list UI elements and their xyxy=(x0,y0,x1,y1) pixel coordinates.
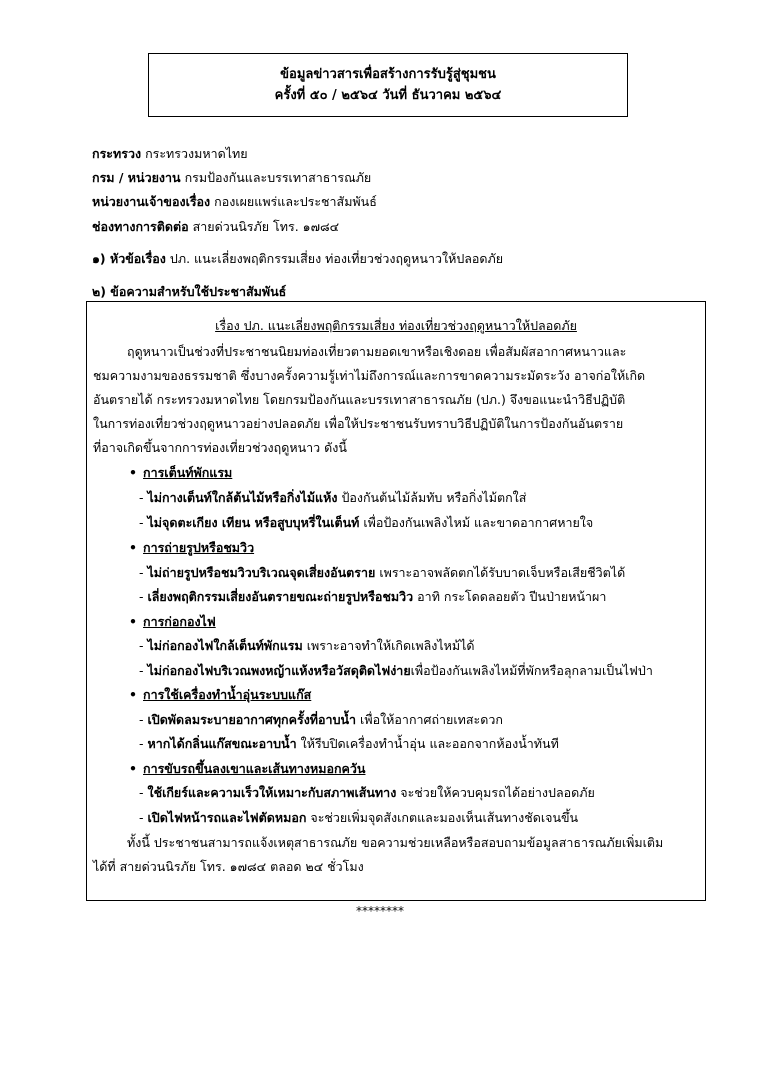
list-item: - ไม่จุดตะเกียง เทียน หรือสูบบุหรี่ในเต็นท์ เพื่อป้องกันเพลิงไหม้ และขาดอากาศหายใจ xyxy=(139,515,594,530)
item-emphasis: เปิดไฟหน้ารถและไฟตัดหมอก xyxy=(147,810,307,825)
contact-label: ช่องทางการติดต่อ xyxy=(92,219,189,234)
item-emphasis: เปิดพัดลมระบายอากาศทุกครั้งที่อาบน้ำ xyxy=(147,712,357,727)
item-detail: จะช่วยให้ควบคุมรถได้อย่างปลอดภัย xyxy=(396,785,595,800)
item-emphasis: หากได้กลิ่นแก๊สขณะอาบน้ำ xyxy=(147,736,297,751)
bullet-icon: • xyxy=(129,687,137,702)
list-item: - ไม่กางเต็นท์ใกล้ต้นไม้หรือกิ่งไม้แห้ง ป้องกันต้นไม้ล้มทับ หรือกิ่งไม้ตกใส่ xyxy=(139,490,527,505)
list-item: - เปิดพัดลมระบายอากาศทุกครั้งที่อาบน้ำ เพื่อให้อากาศถ่ายเทสะดวก xyxy=(139,712,503,727)
contact-line xyxy=(92,217,339,237)
item-detail: เพื่อให้อากาศถ่ายเทสะดวก xyxy=(356,712,503,727)
list-item: - เลี่ยงพฤติกรรมเสี่ยงอันตรายขณะถ่ายรูปหรือชมวิว อาทิ กระโดดลอยตัว ปีนป่ายหน้าผา xyxy=(139,589,607,604)
section-heading-photo xyxy=(129,538,254,558)
item-emphasis: ไม่กางเต็นท์ใกล้ต้นไม้หรือกิ่งไม้แห้ง xyxy=(147,490,338,505)
owner-value: กองเผยแพร่และประชาสัมพันธ์ xyxy=(214,194,377,209)
bullet-icon: • xyxy=(129,761,137,776)
message-heading xyxy=(92,282,286,302)
list-item: - ไม่ก่อกองไฟบริเวณพงหญ้าแห้งหรือวัสดุติดไฟง่ายเพื่อป้องกันเพลิงไหม้ที่พักหรือลุกลามเป็นไฟป่า xyxy=(139,663,653,678)
item-detail: อาทิ กระโดดลอยตัว ปีนป่ายหน้าผา xyxy=(413,589,607,604)
section-heading-text: การขับรถขึ้นลงเขาและเส้นทางหมอกควัน xyxy=(143,761,366,776)
section-heading-text: การถ่ายรูปหรือชมวิว xyxy=(143,540,255,555)
end-of-document-mark: ******** xyxy=(356,904,404,918)
topic-label: ๑) หัวข้อเรื่อง xyxy=(92,251,166,266)
section-heading-text: การใช้เครื่องทำน้ำอุ่นระบบแก๊ส xyxy=(143,687,312,702)
bullet-icon: • xyxy=(129,465,137,480)
item-emphasis: ไม่จุดตะเกียง เทียน หรือสูบบุหรี่ในเต็นท์ xyxy=(147,515,360,530)
list-item: - ใช้เกียร์และความเร็วให้เหมาะกับสภาพเส้นทาง จะช่วยให้ควบคุมรถได้อย่างปลอดภัย xyxy=(139,785,595,800)
item-emphasis: ไม่ก่อกองไฟใกล้เต็นท์พักแรม xyxy=(147,638,303,653)
item-detail: ป้องกันต้นไม้ล้มทับ หรือกิ่งไม้ตกใส่ xyxy=(337,490,527,505)
department-label: กรม / หน่วยงาน xyxy=(92,170,181,185)
owner-line xyxy=(92,192,377,212)
section-heading-driving xyxy=(129,759,365,779)
document-title-box xyxy=(148,53,628,117)
item-detail: เพื่อป้องกันเพลิงไหม้ และขาดอากาศหายใจ xyxy=(359,515,594,530)
bullet-icon: • xyxy=(129,614,137,629)
topic-value: ปภ. แนะเลี่ยงพฤติกรรมเสี่ยง ท่องเที่ยวช่วงฤดูหนาวให้ปลอดภัย xyxy=(169,251,504,266)
item-detail: เพราะอาจทำให้เกิดเพลิงไหม้ได้ xyxy=(302,638,475,653)
title-line-2: ครั้งที่ ๕๐ / ๒๕๖๔ วันที่ ธันวาคม ๒๕๖๔ xyxy=(274,88,502,103)
item-detail: จะช่วยเพิ่มจุดสังเกตและมองเห็นเส้นทางชัดเจนขึ้น xyxy=(306,810,579,825)
message-label: ๒) ข้อความสำหรับใช้ประชาสัมพันธ์ xyxy=(92,284,287,299)
list-item: - ไม่ถ่ายรูปหรือชมวิวบริเวณจุดเสี่ยงอันตราย เพราะอาจพลัดตกได้รับบาดเจ็บหรือเสียชีวิตได้ xyxy=(139,565,626,580)
department-value: กรมป้องกันและบรรเทาสาธารณภัย xyxy=(184,170,372,185)
item-detail: เพื่อป้องกันเพลิงไหม้ที่พักหรือลุกลามเป็นไฟป่า xyxy=(410,663,653,678)
title-line-1: ข้อมูลข่าวสารเพื่อสร้างการรับรู้สู่ชุมชน xyxy=(280,67,496,82)
announcement-subject: เรื่อง ปภ. แนะเลี่ยงพฤติกรรมเสี่ยง ท่องเที่ยวช่วงฤดูหนาวให้ปลอดภัย xyxy=(215,318,577,333)
ministry-value: กระทรวงมหาดไทย xyxy=(145,146,248,161)
item-emphasis: ใช้เกียร์และความเร็วให้เหมาะกับสภาพเส้นทาง xyxy=(147,785,397,800)
department-line xyxy=(92,168,371,188)
intro-line-4: ในการท่องเที่ยวช่วงฤดูหนาวอย่างปลอดภัย เพื่อให้ประชาชนรับทราบวิธีปฏิบัติในการป้องกันอันตราย xyxy=(93,416,624,431)
intro-line-5: ที่อาจเกิดขึ้นจากการท่องเที่ยวช่วงฤดูหนาว ดังนี้ xyxy=(93,440,347,455)
section-heading-water-heater xyxy=(129,685,311,705)
closing-line-1: ทั้งนี้ ประชาชนสามารถแจ้งเหตุสาธารณภัย ขอความช่วยเหลือหรือสอบถามข้อมูลสาธารณภัยเพิ่มเติม xyxy=(127,835,664,850)
ministry-label: กระทรวง xyxy=(92,146,142,161)
section-heading-text: การก่อกองไฟ xyxy=(143,614,216,629)
announcement-box xyxy=(86,301,706,901)
section-heading-text: การเต็นท์พักแรม xyxy=(143,465,233,480)
item-emphasis: เลี่ยงพฤติกรรมเสี่ยงอันตรายขณะถ่ายรูปหรือชมวิว xyxy=(147,589,414,604)
item-emphasis: ไม่ก่อกองไฟบริเวณพงหญ้าแห้งหรือวัสดุติดไฟง่าย xyxy=(147,663,411,678)
contact-value: สายด่วนนิรภัย โทร. ๑๗๘๔ xyxy=(192,219,340,234)
intro-line-3: อันตรายได้ กระทรวงมหาดไทย โดยกรมป้องกันและบรรเทาสาธารณภัย (ปภ.) จึงขอแนะนำวิธีปฏิบัติ xyxy=(93,392,626,407)
item-emphasis: ไม่ถ่ายรูปหรือชมวิวบริเวณจุดเสี่ยงอันตราย xyxy=(147,565,376,580)
owner-label: หน่วยงานเจ้าของเรื่อง xyxy=(92,194,211,209)
bullet-icon: • xyxy=(129,540,137,555)
ministry-line xyxy=(92,144,248,164)
closing-line-2: ได้ที่ สายด่วนนิรภัย โทร. ๑๗๘๔ ตลอด ๒๔ ชั่วโมง xyxy=(93,859,364,874)
item-detail: เพราะอาจพลัดตกได้รับบาดเจ็บหรือเสียชีวิตได้ xyxy=(375,565,626,580)
intro-line-1: ฤดูหนาวเป็นช่วงที่ประชาชนนิยมท่องเที่ยวตามยอดเขาหรือเชิงดอย เพื่อสัมผัสอากาศหนาวและ xyxy=(127,344,627,359)
section-heading-camping xyxy=(129,463,232,483)
item-detail: ให้รีบปิดเครื่องทำน้ำอุ่น และออกจากห้องน้ำทันที xyxy=(296,736,559,751)
list-item: - หากได้กลิ่นแก๊สขณะอาบน้ำ ให้รีบปิดเครื่องทำน้ำอุ่น และออกจากห้องน้ำทันที xyxy=(139,736,559,751)
topic-line xyxy=(92,249,503,269)
intro-line-2: ชมความงามของธรรมชาติ ซึ่งบางครั้งความรู้เท่าไม่ถึงการณ์และการขาดความระมัดระวัง อาจก่อให้เกิด xyxy=(93,368,646,383)
list-item: - เปิดไฟหน้ารถและไฟตัดหมอก จะช่วยเพิ่มจุดสังเกตและมองเห็นเส้นทางชัดเจนขึ้น xyxy=(139,810,579,825)
section-heading-campfire xyxy=(129,612,216,632)
list-item: - ไม่ก่อกองไฟใกล้เต็นท์พักแรม เพราะอาจทำให้เกิดเพลิงไหม้ได้ xyxy=(139,638,475,653)
